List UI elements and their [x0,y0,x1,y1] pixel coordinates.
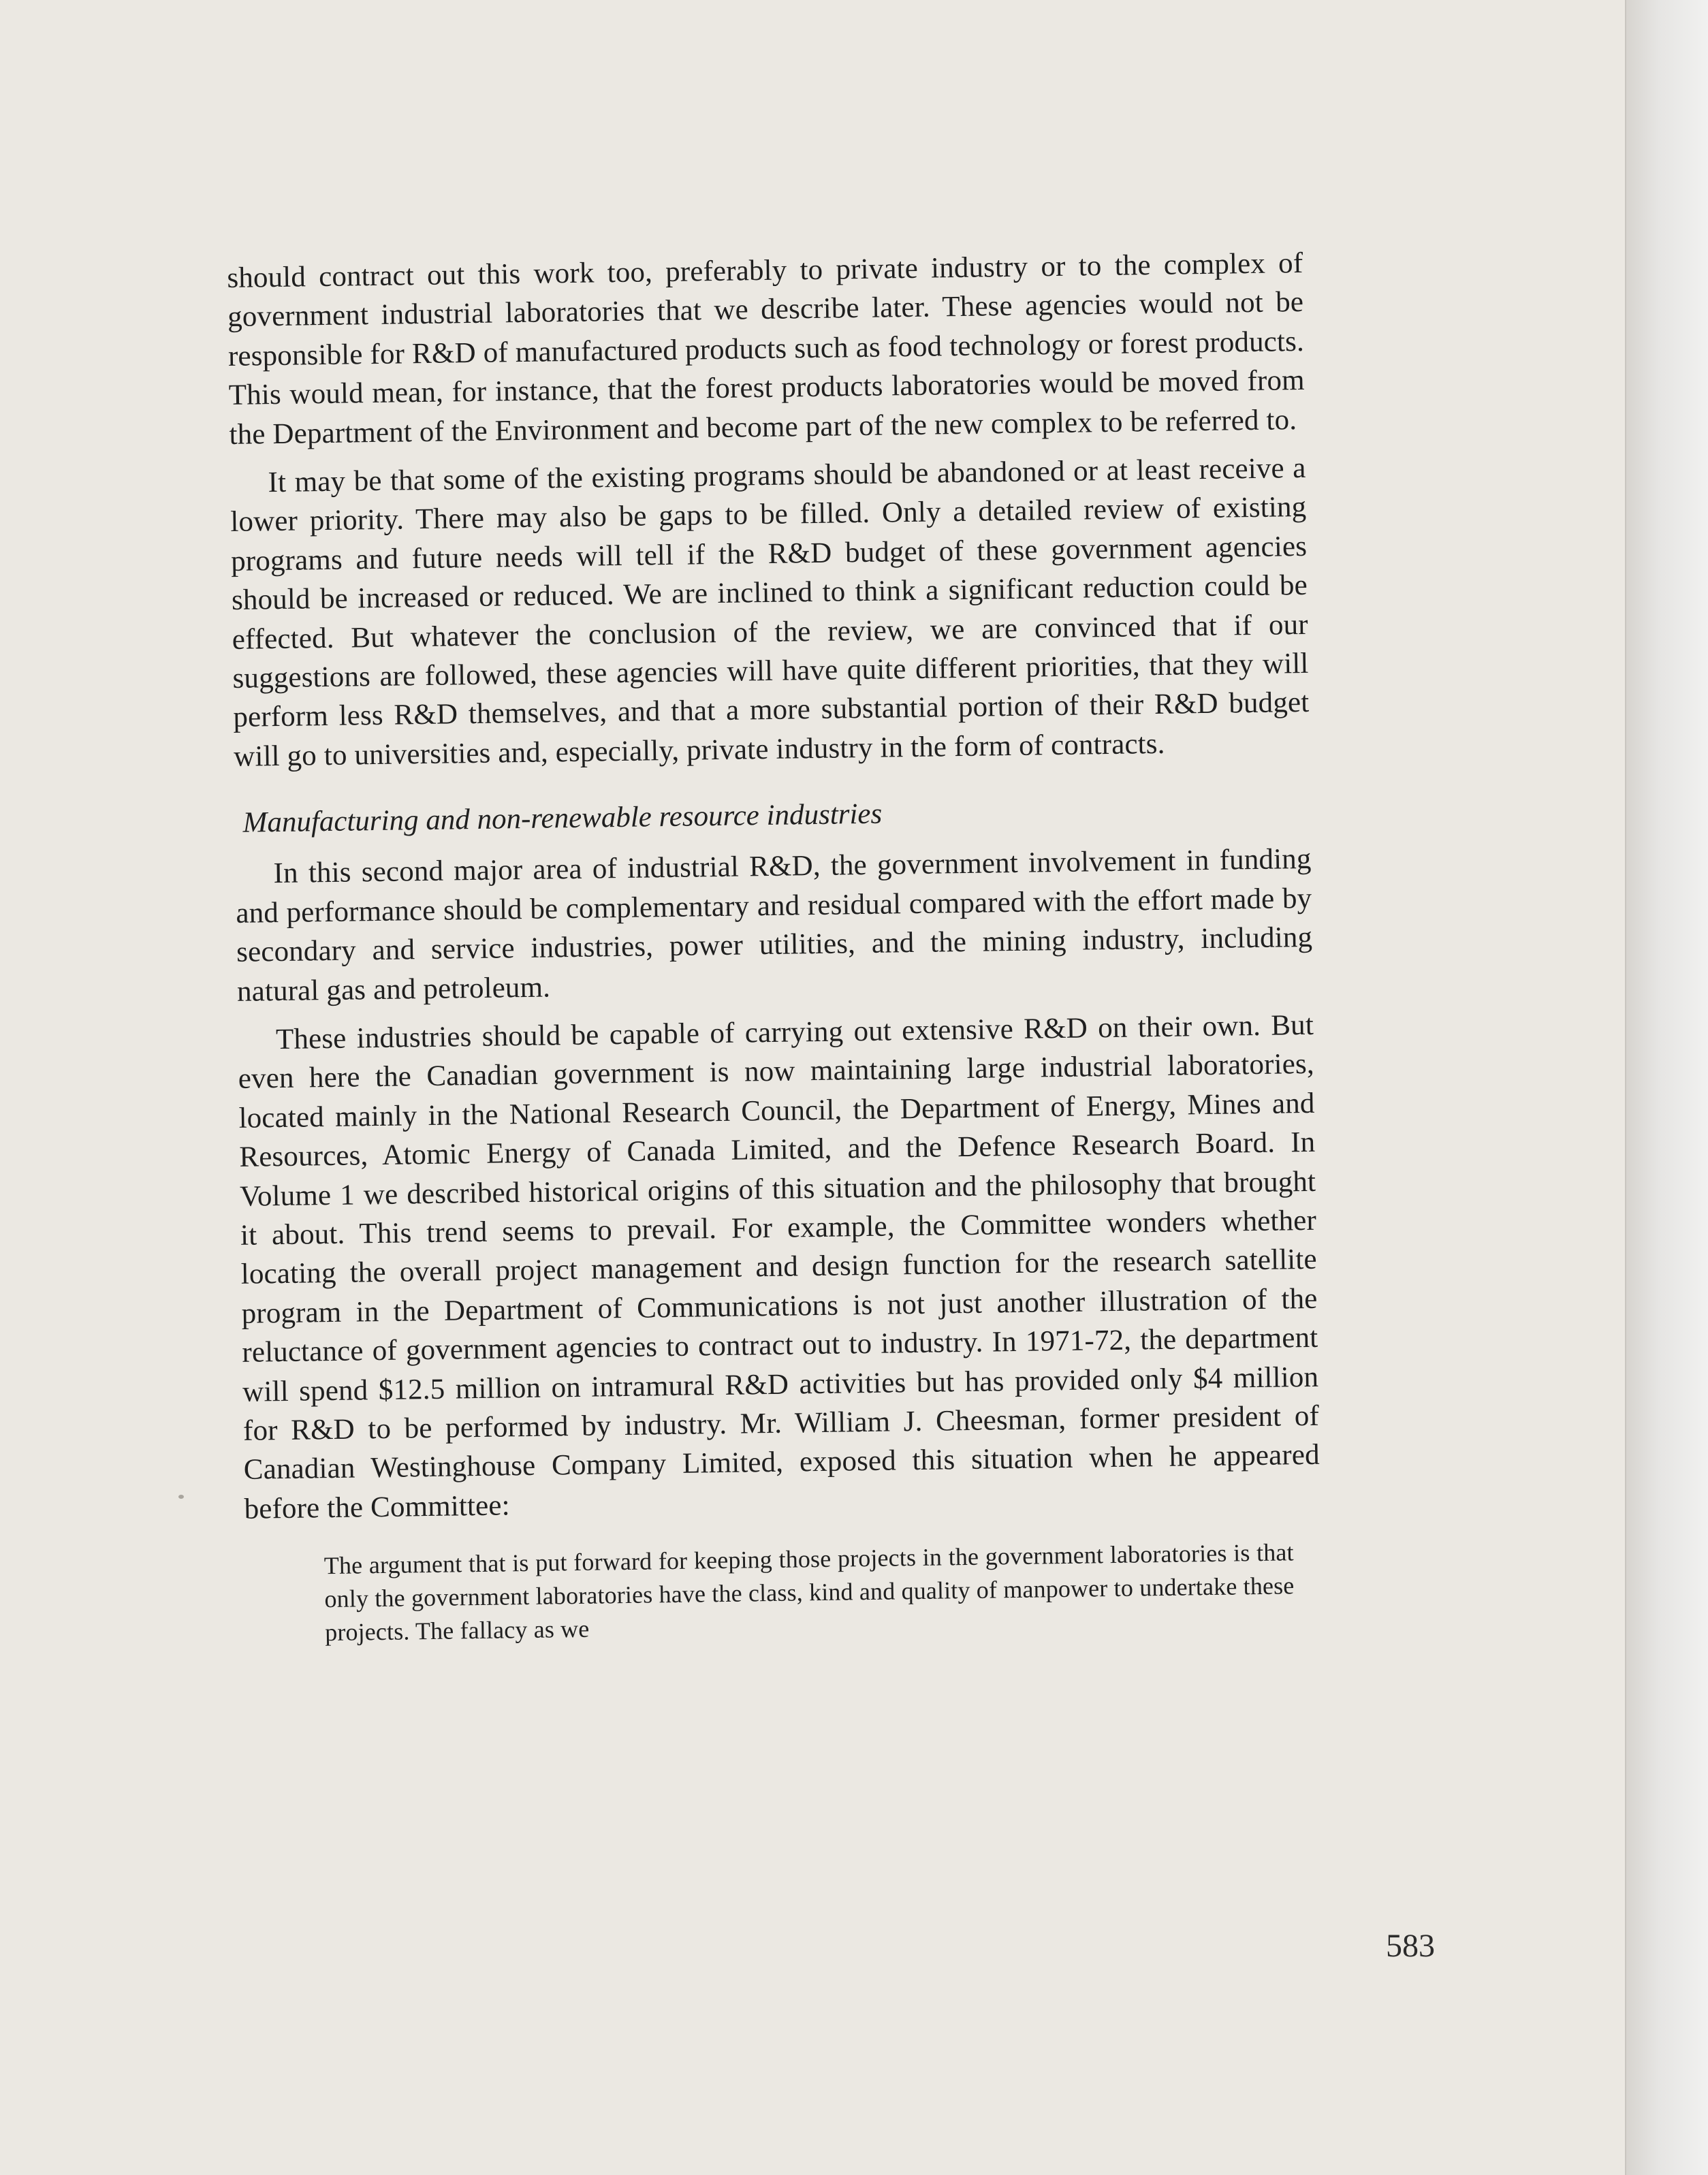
paragraph-these-industries: These industries should be capable of carrying out extensive R&D on their own. But even here the Canadian government is now maintaining large industrial laboratories, located mainly in the National Research Council, the Department of Energy, Mines and Resources, Atomic Energy of Canada Limited, and the Defence Research Board. In Volume 1 we described historical origins of this situation and the philosophy that brought it about. This trend seems to prevail. For example, the Committee wonders whether locating the overall project management and design function for the research satellite program in the Department of Communications is not just another illustration of the reluctance of government agencies to contract out to industry. In 1971-72, the department will spend $12.5 million on intramural R&D activities but has provided only $4 million for R&D to be performed by industry. Mr. William J. Cheesman, former president of Canadian Westinghouse Company Limited, exposed this situation when he appeared before the Committee: [238,1009,1320,1525]
paragraph-existing-programs: It may be that some of the existing programs should be abandoned or at least receive a lower priority. There may also be gaps to be filled. Only a detailed review of existing programs and future needs will tell if the R&D budget of these government agencies should be increased or reduced. We are inclined to think a significant reduction could be effected. But whatever the conclusion of the review, we are convinced that if our suggestions are followed, these agencies will have quite different priorities, that they will perform less R&D themselves, and that a more substantial portion of their R&D budget will go to universities and, especially, private industry in the form of contracts. [230,451,1310,773]
paper-speck [178,1495,184,1499]
page-edge-shadow [1626,0,1708,2175]
section-heading: Manufacturing and non-renewable resource industries [242,797,883,840]
block-quote [323,1536,1295,1650]
paragraph-second-major-area: In this second major area of industrial R&D, the government involvement in funding and performance should be complementary and residual compared with the effort made by secondary and service industries, power utilities, and the mining industry, including natural gas and petroleum. [236,843,1313,1008]
quote-text: The argument that is put forward for keeping those projects in the government laboratories is that only the government laboratories have the class, kind and quality of manpower to undertake these projects. The fallacy as we [323,1538,1295,1647]
page-number: 583 [1386,1928,1435,1964]
paragraph-contract-out: should contract out this work too, preferably to private industry or to the complex of government industrial laboratories that we describe later. These agencies would not be responsible for R&D of manufactured products such as food technology or forest products. This would mean, for instance, that the forest products laboratories would be moved from the Department of the Environment and become part of the new complex to be referred to. [227,247,1305,451]
body-text [227,244,1322,1651]
